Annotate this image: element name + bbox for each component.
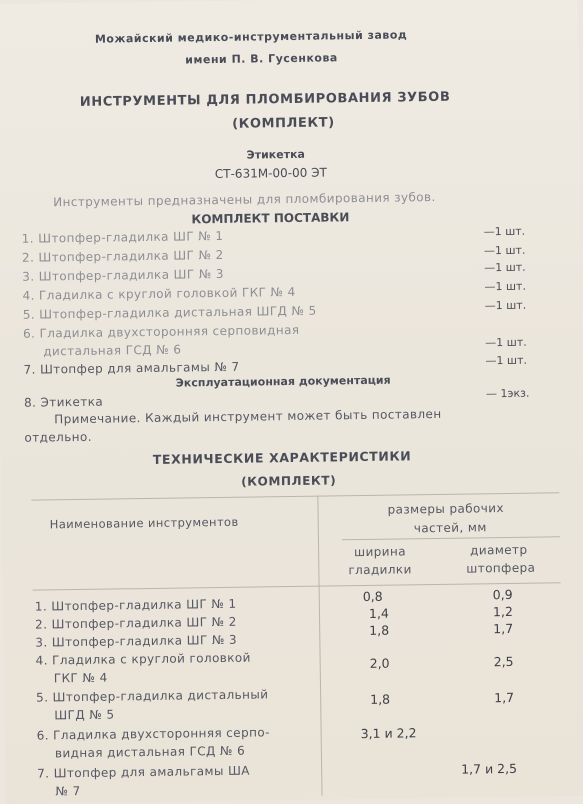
column-header-sizes-unit: частей, мм xyxy=(413,520,487,536)
kit-item: 1. Штопфер-гладилка ШГ № 1 xyxy=(21,228,224,246)
table-header-rule xyxy=(33,582,561,590)
kit-item: 6. Гладилка двухсторонняя серповидная xyxy=(22,322,300,341)
kit-item-qty: —1 шт. xyxy=(484,279,526,294)
note-text-continuation: отдельно. xyxy=(24,429,92,445)
intro-text: Инструменты предназначены для пломбирования зубов. xyxy=(53,189,436,210)
note-text: Примечание. Каждый инструмент может быть поставлен xyxy=(54,406,442,427)
column-header-diameter: диаметр xyxy=(470,542,528,558)
factory-name: Можайский медико-инструментальный завод xyxy=(94,28,408,46)
table-row-name: 1. Штопфер-гладилка ШГ № 1 xyxy=(34,596,237,614)
kit-item: 2. Штопфер-гладилка ШГ № 2 xyxy=(21,247,224,265)
kit-item: 7. Штопфер для амальгамы № 7 xyxy=(23,359,240,377)
doc-item-qty: — 1экз. xyxy=(485,386,530,401)
table-row-name-continuation: ШГД № 5 xyxy=(54,707,115,723)
document-title-kit: (КОМПЛЕКТ) xyxy=(232,115,335,132)
table-row-width: 2,0 xyxy=(369,655,390,671)
kit-item-qty: —1 шт. xyxy=(484,260,526,275)
table-row-diameter: 1,7 xyxy=(493,620,514,637)
table-row-name: 6. Гладилка двухсторонняя серпо- xyxy=(36,725,270,743)
specs-subheading: (КОМПЛЕКТ) xyxy=(241,473,337,489)
table-row-name-continuation: ГКГ № 4 xyxy=(53,670,108,686)
table-top-rule xyxy=(31,492,559,500)
table-row-diameter: 1,2 xyxy=(492,603,513,620)
table-row-name-continuation: № 7 xyxy=(55,783,81,799)
table-row-name: 3. Штопфер-гладилка ШГ № 3 xyxy=(35,632,238,650)
doc-item: 8. Этикетка xyxy=(23,394,104,410)
kit-item-qty: —1 шт. xyxy=(484,298,527,313)
kit-item-continuation: дистальная ГСД № 6 xyxy=(43,342,182,359)
specs-heading: ТЕХНИЧЕСКИЕ ХАРАКТЕРИСТИКИ xyxy=(152,448,412,467)
document-code: СТ-631М-00-00 ЭТ xyxy=(214,165,327,182)
document-title: ИНСТРУМЕНТЫ ДЛЯ ПЛОМБИРОВАНИЯ ЗУБОВ xyxy=(79,89,451,110)
table-row-name: 7. Штопфер для амальгамы ША xyxy=(37,763,250,781)
table-subheader-rule xyxy=(342,536,560,540)
factory-subtitle: имени П. В. Гусенкова xyxy=(185,51,338,67)
kit-item: 5. Штопфер-гладилка дистальная ШГД № 5 xyxy=(22,303,317,322)
table-row-diameter: 1,7 и 2,5 xyxy=(461,760,518,777)
column-header-diameter-sub: штопфера xyxy=(466,560,536,576)
table-row-diameter: 1,7 xyxy=(494,689,515,706)
kit-item: 3. Штопфер-гладилка ШГ № 3 xyxy=(22,266,225,284)
table-row-width: 1,4 xyxy=(368,605,389,621)
kit-item-qty: —1 шт. xyxy=(483,243,526,258)
table-row-name-continuation: видная дистальная ГСД № 6 xyxy=(54,743,246,761)
docs-heading: Эксплуатационная документация xyxy=(175,373,391,390)
kit-item-qty: —1 шт. xyxy=(485,353,528,368)
table-row-diameter: 0,9 xyxy=(492,586,513,603)
kit-item-qty: —1 шт. xyxy=(485,335,527,350)
table-row-diameter: 2,5 xyxy=(493,653,514,670)
table-row-width: 0,8 xyxy=(362,588,383,605)
column-header-name: Наименование инструментов xyxy=(49,514,239,532)
column-header-width-sub: гладилки xyxy=(348,562,412,578)
table-row-name: 4. Гладилка с круглой головкой xyxy=(35,650,251,668)
kit-heading: КОМПЛЕКТ ПОСТАВКИ xyxy=(191,210,350,227)
table-row-name: 5. Штопфер-гладилка дистальный xyxy=(36,687,269,705)
column-header-width: ширина xyxy=(354,544,407,560)
column-header-sizes: размеры рабочих xyxy=(387,501,505,517)
table-column-divider xyxy=(317,496,322,796)
label-heading: Этикетка xyxy=(246,147,306,162)
table-row-width: 3,1 и 2,2 xyxy=(360,725,417,742)
table-row-name: 2. Штопфер-гладилка ШГ № 2 xyxy=(35,614,237,632)
kit-item: 4. Гладилка с круглой головкой ГКГ № 4 xyxy=(22,284,296,303)
table-row-width: 1,8 xyxy=(369,622,390,638)
table-row-width: 1,8 xyxy=(370,691,391,707)
kit-item-qty: —1 шт. xyxy=(483,224,526,239)
